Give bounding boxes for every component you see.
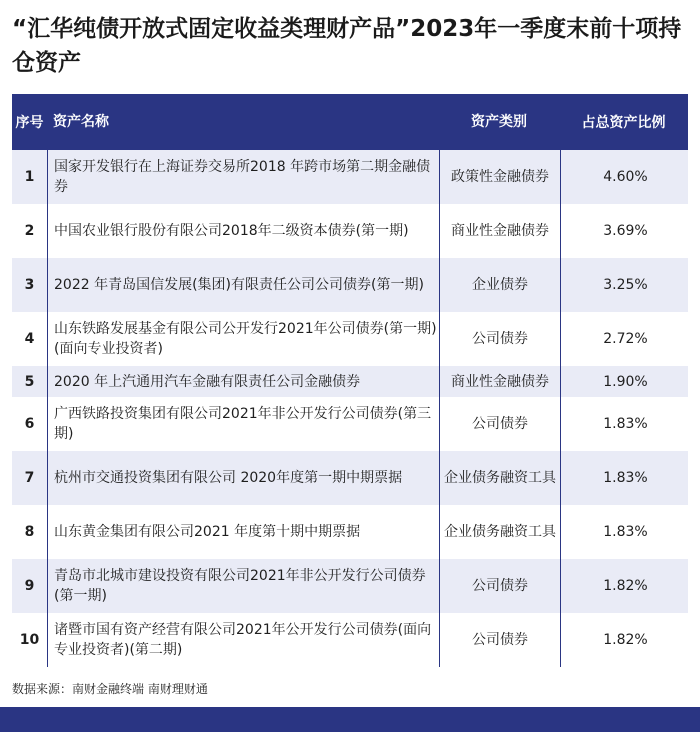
table-body bbox=[12, 150, 688, 667]
table-row bbox=[12, 258, 688, 312]
cell-asset-name bbox=[47, 204, 439, 258]
cell-percentage-text: 4.60% bbox=[603, 169, 648, 185]
cell-asset-name bbox=[47, 451, 439, 505]
cell-no bbox=[12, 632, 47, 648]
cell-asset-type-text: 商业性金融债券 bbox=[451, 373, 549, 390]
table-row bbox=[12, 613, 688, 667]
cell-asset-name-text: 诸暨市国有资产经营有限公司2021年公开发行公司债券(面向专业投资者)(第二期) bbox=[54, 622, 432, 658]
cell-no bbox=[12, 524, 47, 540]
cell-percentage bbox=[560, 150, 690, 204]
cell-asset-name-text: 2020 年上汽通用汽车金融有限责任公司金融债券 bbox=[54, 373, 361, 390]
cell-no-text: 7 bbox=[24, 470, 35, 486]
cell-percentage bbox=[560, 258, 690, 312]
cell-asset-name-text: 中国农业银行股份有限公司2018年二级资本债券(第一期) bbox=[54, 223, 409, 239]
cell-asset-name bbox=[47, 366, 439, 397]
cell-asset-type bbox=[439, 150, 560, 204]
cell-percentage bbox=[560, 451, 690, 505]
table-row bbox=[12, 397, 688, 451]
cell-percentage-text: 1.83% bbox=[603, 416, 648, 432]
cell-percentage bbox=[560, 366, 690, 397]
cell-asset-name bbox=[47, 150, 439, 204]
cell-no-text: 1 bbox=[24, 169, 35, 185]
cell-asset-name bbox=[47, 258, 439, 312]
cell-no-text: 10 bbox=[19, 632, 40, 648]
cell-asset-type-text: 企业债务融资工具 bbox=[444, 470, 556, 486]
cell-percentage-text: 1.82% bbox=[603, 632, 648, 648]
table-row bbox=[12, 559, 688, 613]
cell-asset-name bbox=[47, 559, 439, 613]
cell-no-text: 6 bbox=[24, 416, 35, 432]
table-row bbox=[12, 366, 688, 397]
table-row bbox=[12, 312, 688, 366]
cell-no bbox=[12, 169, 47, 185]
cell-asset-type-text: 公司债券 bbox=[472, 632, 528, 648]
cell-asset-name-text: 山东铁路发展基金有限公司公开发行2021年公司债券(第一期)(面向专业投资者) bbox=[54, 321, 437, 357]
cell-asset-name-text: 广西铁路投资集团有限公司2021年非公开发行公司债券(第三期) bbox=[54, 406, 432, 442]
cell-percentage-text: 3.25% bbox=[603, 277, 648, 293]
cell-percentage-text: 1.82% bbox=[603, 578, 648, 594]
cell-percentage-text: 2.72% bbox=[603, 331, 648, 347]
header-pct: 占总资产比例 bbox=[581, 115, 666, 131]
table-row bbox=[12, 451, 688, 505]
cell-no-text: 5 bbox=[24, 373, 35, 390]
cell-asset-type-text: 企业债务融资工具 bbox=[444, 524, 556, 540]
cell-percentage-text: 1.90% bbox=[603, 373, 648, 390]
cell-no bbox=[12, 331, 47, 347]
cell-percentage-text: 1.83% bbox=[603, 524, 648, 540]
cell-asset-type bbox=[439, 204, 560, 258]
data-source: 数据来源：南财金融终端 南财理财通 bbox=[12, 682, 208, 696]
cell-asset-type-text: 公司债券 bbox=[472, 416, 528, 432]
cell-no bbox=[12, 470, 47, 486]
cell-asset-type bbox=[439, 366, 560, 397]
table-row bbox=[12, 505, 688, 559]
cell-asset-name bbox=[47, 312, 439, 366]
table-header bbox=[12, 94, 688, 150]
table-row bbox=[12, 204, 688, 258]
cell-asset-type-text: 公司债券 bbox=[472, 578, 528, 594]
cell-no-text: 9 bbox=[24, 578, 35, 594]
cell-asset-name-text: 杭州市交通投资集团有限公司 2020年度第一期中期票据 bbox=[54, 470, 403, 486]
cell-no bbox=[12, 416, 47, 432]
cell-asset-type bbox=[439, 559, 560, 613]
cell-no-text: 4 bbox=[24, 331, 35, 347]
cell-no bbox=[12, 374, 47, 390]
cell-percentage-text: 3.69% bbox=[603, 223, 648, 239]
cell-percentage bbox=[560, 312, 690, 366]
cell-asset-name-text: 国家开发银行在上海证券交易所2018 年跨市场第二期金融债券 bbox=[54, 159, 431, 195]
cell-asset-type-text: 商业性金融债券 bbox=[451, 223, 549, 239]
cell-no-text: 2 bbox=[24, 223, 35, 239]
table-row bbox=[12, 150, 688, 204]
cell-asset-name bbox=[47, 505, 439, 559]
cell-no-text: 8 bbox=[24, 524, 35, 540]
cell-percentage-text: 1.83% bbox=[603, 470, 648, 486]
cell-no-text: 3 bbox=[24, 277, 35, 293]
cell-asset-name-text: 2022 年青岛国信发展(集团)有限责任公司公司债券(第一期) bbox=[54, 277, 424, 293]
cell-no bbox=[12, 578, 47, 594]
cell-percentage bbox=[560, 204, 690, 258]
cell-asset-type-text: 公司债券 bbox=[472, 331, 528, 347]
cell-asset-type bbox=[439, 505, 560, 559]
cell-percentage bbox=[560, 559, 690, 613]
cell-asset-name-text: 青岛市北城市建设投资有限公司2021年非公开发行公司债券(第一期) bbox=[54, 568, 426, 604]
cell-asset-name bbox=[47, 397, 439, 451]
cell-asset-name-text: 山东黄金集团有限公司2021 年度第十期中期票据 bbox=[54, 524, 361, 540]
cell-no bbox=[12, 277, 47, 293]
cell-no bbox=[12, 223, 47, 239]
cell-percentage bbox=[560, 505, 690, 559]
cell-asset-type-text: 政策性金融债券 bbox=[451, 169, 549, 185]
header-name: 资产名称 bbox=[53, 114, 109, 130]
cell-asset-type bbox=[439, 613, 560, 667]
cell-asset-type bbox=[439, 451, 560, 505]
cell-asset-type bbox=[439, 258, 560, 312]
cell-percentage bbox=[560, 613, 690, 667]
cell-percentage bbox=[560, 397, 690, 451]
footer-bar bbox=[0, 707, 700, 732]
cell-asset-type bbox=[439, 312, 560, 366]
page-title: “汇华纯债开放式固定收益类理财产品”2023年一季度末前十项持仓资产 bbox=[12, 16, 682, 76]
cell-asset-type bbox=[439, 397, 560, 451]
header-no: 序号 bbox=[15, 115, 44, 131]
cell-asset-type-text: 企业债券 bbox=[472, 277, 528, 293]
cell-asset-name bbox=[47, 613, 439, 667]
holdings-table bbox=[12, 94, 688, 667]
header-type: 资产类别 bbox=[471, 114, 527, 130]
